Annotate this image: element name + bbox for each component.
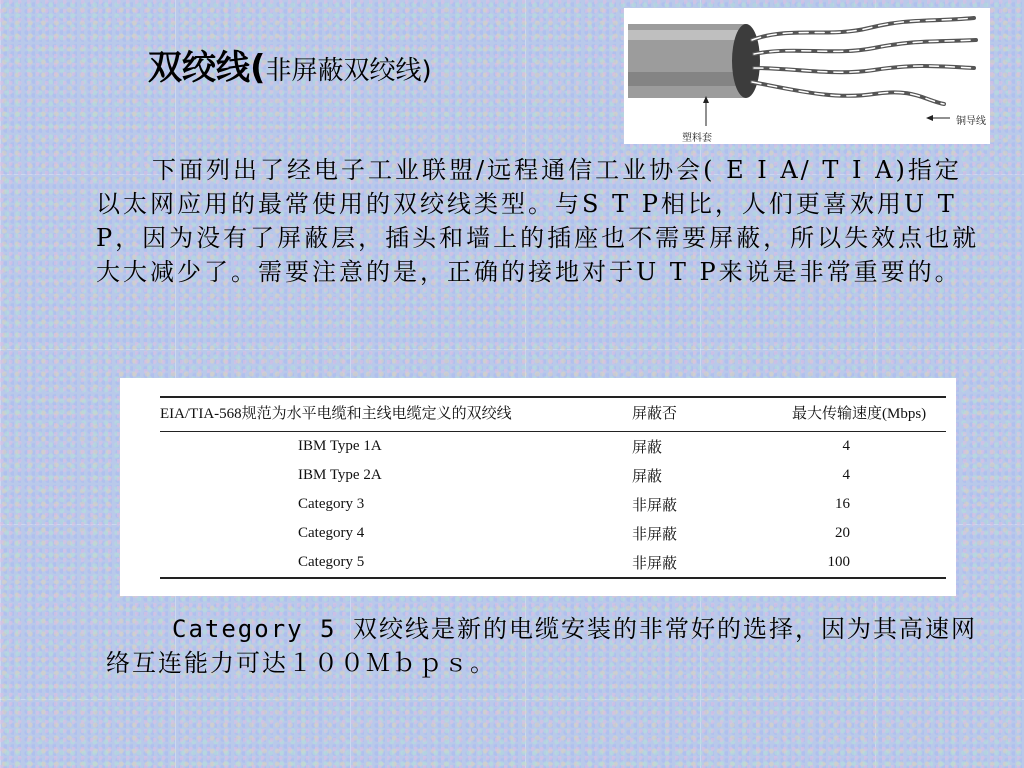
table-row	[160, 461, 946, 490]
table-row	[160, 432, 946, 462]
slide-title-main: 双绞线(	[148, 48, 266, 88]
cell-cable-type: Category 5	[160, 548, 632, 578]
cell-cable-type: Category 3	[298, 496, 365, 512]
cell-max-speed: 4	[842, 467, 850, 483]
cell-shielded: 非屏蔽	[632, 548, 762, 578]
jacket-label: 塑料套	[682, 133, 712, 144]
category5-paragraph: Category 5 双绞线是新的电缆安装的非常好的选择，因为其高速网络互连能力可达１００Ｍｂｐｓ。	[106, 615, 977, 677]
cable-illustration	[624, 8, 990, 144]
cell-cable-type: IBM Type 2A	[298, 467, 382, 483]
cell-max-speed: 4	[842, 438, 850, 454]
cell-shielded: 屏蔽	[632, 469, 663, 485]
slide-title	[148, 40, 432, 89]
table-row	[160, 519, 946, 548]
slide-title-sub: 非屏蔽双绞线)	[265, 56, 432, 86]
cell-cable-type: IBM Type 1A	[298, 438, 382, 454]
cell-shielded: 屏蔽	[632, 440, 663, 456]
cell-max-speed: 20	[835, 525, 850, 541]
cable-spec-table-panel	[120, 378, 956, 596]
twisted-pair-cable-figure	[624, 8, 990, 144]
header-max-speed: 最大传输速度(Mbps)	[762, 397, 946, 432]
table-row	[160, 548, 946, 578]
cell-shielded: 非屏蔽	[632, 498, 678, 514]
cell-cable-type: Category 4	[298, 525, 365, 541]
header-cable-type: EIA/TIA-568规范为水平电缆和主线电缆定义的双绞线	[160, 397, 632, 432]
cell-max-speed: 100	[762, 548, 946, 578]
cable-end	[732, 24, 760, 98]
intro-paragraph: 下面列出了经电子工业联盟/远程通信工业协会( E I A/ T I A)指定以太网应用的最常使用的双绞线类型。与S T P相比，人们更喜欢用U T P，因为没有了屏蔽层，插头和墙上的插座也不需要屏蔽，所以失效点也就大大减少了。需要注意的是，正确的接地对于U T P来说是非常重要的。	[96, 156, 980, 286]
header-shielded: 屏蔽否	[632, 397, 762, 432]
cell-max-speed: 16	[835, 496, 850, 512]
cable-spec-table	[160, 396, 946, 579]
cell-shielded: 非屏蔽	[632, 527, 678, 543]
conductor-label: 铜导线	[956, 116, 986, 127]
table-header-row	[160, 397, 946, 432]
table-row	[160, 490, 946, 519]
